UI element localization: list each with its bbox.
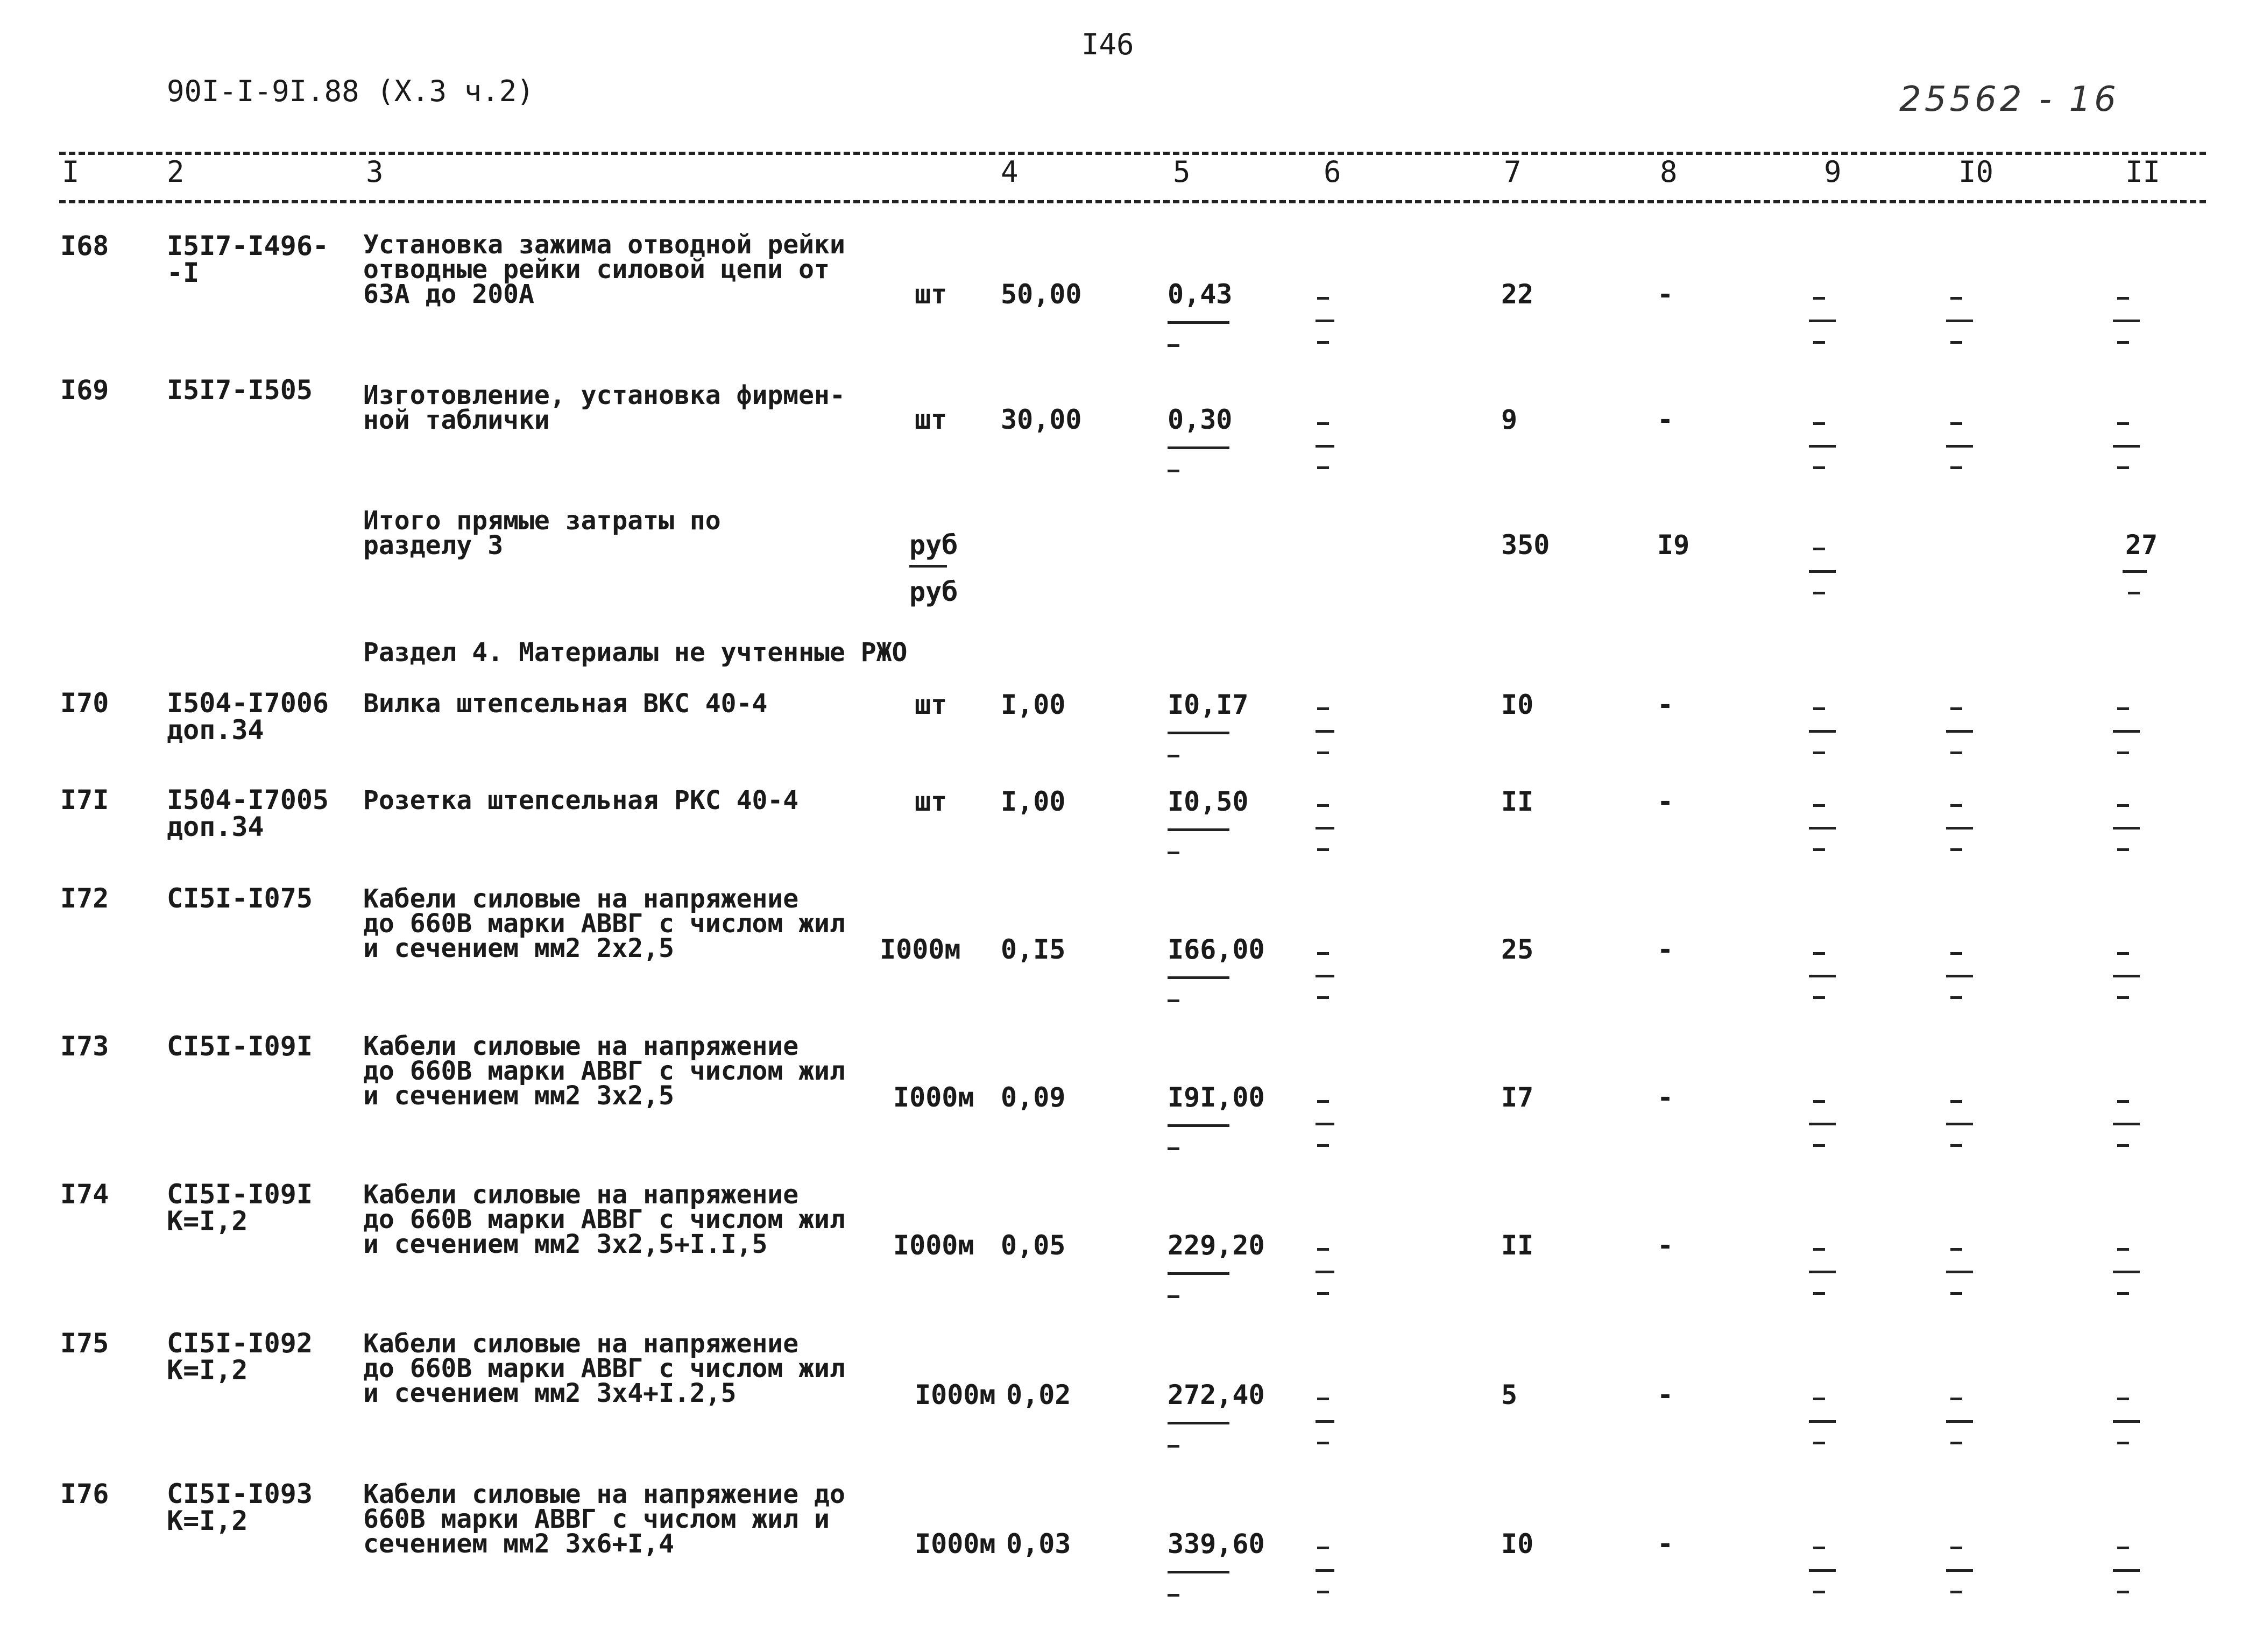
- row-price: I66,00: [1168, 934, 1265, 965]
- cell-dash: [2113, 1420, 2140, 1423]
- row-unit: шт: [915, 689, 947, 720]
- cell-dash: [1950, 707, 1962, 710]
- row-code: CI5I-I09I К=I,2: [167, 1179, 313, 1237]
- cell-dash: [1950, 804, 1962, 807]
- row-col8: -: [1657, 1230, 1674, 1261]
- row-col8: -: [1657, 1082, 1674, 1113]
- cell-dash: [2117, 996, 2129, 999]
- price-fraction-bar: [1168, 732, 1229, 734]
- cell-dash: [2113, 730, 2140, 733]
- cell-dash: [1809, 445, 1836, 448]
- col-header-11: II: [2125, 155, 2161, 189]
- cell-dash: [1813, 1547, 1825, 1549]
- cell-dash: [1946, 975, 1973, 977]
- row-quantity: I,00: [1001, 786, 1066, 817]
- cell-dash: [2117, 1100, 2129, 1103]
- cell-dash: [1946, 827, 1973, 829]
- cell-dash: [1950, 422, 1962, 425]
- header-rule-bottom: [59, 200, 2206, 203]
- row-number: I73: [60, 1031, 109, 1062]
- row-col8: -: [1657, 1379, 1674, 1410]
- row-col7: II: [1501, 786, 1534, 817]
- cell-dash: [1946, 1569, 1973, 1572]
- col-header-7: 7: [1504, 155, 1522, 189]
- cell-dash: [2113, 1123, 2140, 1125]
- cell-dash: [2117, 848, 2129, 851]
- col-header-5: 5: [1173, 155, 1191, 189]
- col6-dash: [1317, 1144, 1329, 1147]
- cell-dash: [1950, 952, 1962, 955]
- row-col8: -: [1657, 786, 1674, 817]
- cell-dash: [2117, 751, 2129, 754]
- cell-dash: [1950, 1591, 1962, 1593]
- cell-dash: [1950, 1100, 1962, 1103]
- cell-dash: [2117, 1442, 2129, 1444]
- col6-dash: [1316, 975, 1334, 977]
- row-code: CI5I-I075: [167, 883, 313, 914]
- cell-dash: [2117, 707, 2129, 710]
- cell-dash: [1950, 297, 1962, 300]
- price-fraction-bar: [1168, 828, 1229, 831]
- col6-dash: [1316, 445, 1334, 448]
- row-col8: -: [1657, 934, 1674, 965]
- price-dash: [1168, 1295, 1179, 1298]
- col6-dash: [1317, 751, 1329, 754]
- row-col8: -: [1657, 1528, 1674, 1559]
- subtotal-col8: I9: [1657, 529, 1690, 561]
- row-description: Вилка штепсельная ВКС 40-4: [363, 689, 768, 719]
- row-quantity: 0,02: [1006, 1379, 1071, 1410]
- cell-dash: [1946, 1271, 1973, 1273]
- row-price: 272,40: [1168, 1379, 1265, 1410]
- col6-dash: [1317, 297, 1329, 300]
- row-number: I72: [60, 883, 109, 914]
- cell-dash: [1946, 1123, 1973, 1125]
- cell-dash: [1809, 1123, 1836, 1125]
- row-col8: -: [1657, 279, 1674, 310]
- cell-dash: [1809, 320, 1836, 322]
- price-fraction-bar: [1168, 1422, 1229, 1424]
- cell-dash: [1809, 570, 1836, 573]
- row-quantity: I,00: [1001, 689, 1066, 720]
- cell-dash: [2117, 1144, 2129, 1147]
- row-number: I70: [60, 687, 109, 719]
- row-quantity: 30,00: [1001, 404, 1082, 435]
- col6-dash: [1316, 827, 1334, 829]
- row-code: I504-I7005 доп.34: [167, 784, 329, 842]
- cell-dash: [1809, 975, 1836, 977]
- price-dash: [1168, 1147, 1179, 1150]
- row-description: Розетка штепсельная РКС 40-4: [363, 785, 799, 816]
- row-price: I0,50: [1168, 786, 1249, 817]
- col-header-3: 3: [366, 155, 384, 189]
- cell-dash: [1813, 751, 1825, 754]
- cell-dash: [1813, 548, 1825, 550]
- price-fraction-bar: [1168, 976, 1229, 979]
- cell-dash: [2117, 1591, 2129, 1593]
- cell-dash: [1813, 297, 1825, 300]
- row-price: I0,I7: [1168, 689, 1249, 720]
- row-description: Кабели силовые на напряжение до 660В марки АВВГ с числом жил и сечением мм2 3х2,5+I.I,5: [363, 1180, 845, 1259]
- section-heading: Раздел 4. Материалы не учтенные РЖО: [363, 637, 908, 668]
- col-header-6: 6: [1324, 155, 1341, 189]
- cell-dash: [1950, 1442, 1962, 1444]
- row-unit: I000м: [893, 1082, 974, 1113]
- row-code: CI5I-I09I: [167, 1031, 313, 1062]
- row-unit: I000м: [915, 1379, 996, 1410]
- col6-dash: [1316, 320, 1334, 322]
- col-header-10: I0: [1958, 155, 1994, 189]
- cell-dash: [1813, 707, 1825, 710]
- row-description: Кабели силовые на напряжение до 660В марки АВВГ с числом жил и сечением мм2 3х2,5: [363, 1031, 845, 1111]
- price-fraction-bar: [1168, 1571, 1229, 1573]
- cell-dash: [1950, 848, 1962, 851]
- price-dash: [1168, 470, 1179, 472]
- row-code: I5I7-I496- -I: [167, 230, 329, 288]
- cell-dash: [2113, 1569, 2140, 1572]
- cell-dash: [1813, 848, 1825, 851]
- row-unit: шт: [915, 279, 947, 310]
- price-fraction-bar: [1168, 1272, 1229, 1275]
- cell-dash: [2117, 1547, 2129, 1549]
- cell-dash: [2113, 975, 2140, 977]
- cell-dash: [1950, 996, 1962, 999]
- cell-dash: [1809, 827, 1836, 829]
- cell-dash: [1946, 445, 1973, 448]
- row-number: I76: [60, 1478, 109, 1509]
- row-quantity: 50,00: [1001, 279, 1082, 310]
- cell-dash: [1950, 1292, 1962, 1295]
- cell-dash: [1950, 1547, 1962, 1549]
- row-description: Кабели силовые на напряжение до 660В марки АВВГ с числом жил и сечением мм2 3х4+I.2,5: [363, 1329, 845, 1408]
- cell-dash: [1813, 996, 1825, 999]
- row-number: I68: [60, 230, 109, 261]
- cell-dash: [2117, 1248, 2129, 1251]
- subtotal-col11: 27: [2125, 529, 2158, 561]
- row-quantity: 0,05: [1001, 1230, 1066, 1261]
- row-price: I9I,00: [1168, 1082, 1265, 1113]
- row-quantity: 0,09: [1001, 1082, 1066, 1113]
- cell-dash: [1813, 1100, 1825, 1103]
- cell-dash: [2117, 341, 2129, 344]
- price-fraction-bar: [1168, 446, 1229, 449]
- price-dash: [1168, 1445, 1179, 1448]
- col-header-8: 8: [1660, 155, 1678, 189]
- col6-dash: [1316, 1569, 1334, 1572]
- cell-dash: [1946, 320, 1973, 322]
- row-code: CI5I-I092 К=I,2: [167, 1328, 313, 1386]
- row-price: 339,60: [1168, 1528, 1265, 1559]
- cell-dash: [1809, 1420, 1836, 1423]
- col6-dash: [1317, 952, 1329, 955]
- row-unit: шт: [915, 786, 947, 817]
- row-description: Установка зажима отводной рейки отводные рейки силовой цепи от 63А до 200А: [363, 230, 845, 309]
- row-col7: I7: [1501, 1082, 1534, 1113]
- col6-dash: [1317, 341, 1329, 344]
- row-number: I75: [60, 1328, 109, 1359]
- cell-dash: [2113, 445, 2140, 448]
- row-number: I74: [60, 1179, 109, 1210]
- cell-dash: [2113, 320, 2140, 322]
- row-code: CI5I-I093 К=I,2: [167, 1478, 313, 1536]
- price-dash: [1168, 755, 1179, 757]
- cell-dash: [1813, 1144, 1825, 1147]
- subtotal-col7: 350: [1501, 529, 1550, 561]
- cell-dash: [1813, 1292, 1825, 1295]
- row-col7: I0: [1501, 689, 1534, 720]
- cell-dash: [2113, 1271, 2140, 1273]
- row-col8: -: [1657, 689, 1674, 720]
- col6-dash: [1317, 1248, 1329, 1251]
- cell-dash: [1950, 1398, 1962, 1400]
- col6-dash: [1317, 1398, 1329, 1400]
- col6-dash: [1317, 804, 1329, 807]
- cell-dash: [2117, 804, 2129, 807]
- row-code: I5I7-I505: [167, 374, 313, 406]
- col6-dash: [1317, 707, 1329, 710]
- subtotal-unit-2: руб: [909, 576, 958, 607]
- cell-dash: [2117, 952, 2129, 955]
- row-description: Кабели силовые на напряжение до 660В марки АВВГ с числом жил и сечением мм2 3х6+I,4: [363, 1479, 845, 1559]
- cell-dash: [1813, 1248, 1825, 1251]
- price-dash: [1168, 344, 1179, 347]
- cell-dash: [1813, 466, 1825, 469]
- col6-dash: [1317, 1442, 1329, 1444]
- col6-dash: [1317, 996, 1329, 999]
- cell-dash: [2117, 1398, 2129, 1400]
- document-code: 90I-I-9I.88 (X.3 ч.2): [167, 74, 534, 108]
- col6-dash: [1317, 848, 1329, 851]
- cell-dash: [1950, 751, 1962, 754]
- cell-dash: [1813, 952, 1825, 955]
- cell-dash: [1809, 730, 1836, 733]
- cell-dash: [1950, 1144, 1962, 1147]
- col-header-9: 9: [1824, 155, 1842, 189]
- row-number: I7I: [60, 784, 109, 816]
- subtotal-label: Итого прямые затраты по разделу 3: [363, 506, 721, 561]
- col-header-1: I: [62, 155, 80, 189]
- cell-dash: [2123, 570, 2147, 573]
- row-col7: II: [1501, 1230, 1534, 1261]
- row-price: 0,30: [1168, 404, 1233, 435]
- subtotal-unit: руб: [909, 529, 958, 561]
- page-number: I46: [1081, 27, 1134, 61]
- col6-dash: [1317, 422, 1329, 425]
- row-unit: I000м: [880, 934, 961, 965]
- cell-dash: [1813, 422, 1825, 425]
- row-quantity: 0,03: [1006, 1528, 1071, 1559]
- cell-dash: [2117, 422, 2129, 425]
- cell-dash: [1813, 1591, 1825, 1593]
- cell-dash: [2128, 592, 2140, 594]
- price-fraction-bar: [1168, 1124, 1229, 1127]
- row-quantity: 0,I5: [1001, 934, 1066, 965]
- row-col7: 5: [1501, 1379, 1518, 1410]
- col6-dash: [1316, 730, 1334, 733]
- col-header-2: 2: [167, 155, 185, 189]
- unit-fraction-bar: [909, 565, 947, 568]
- cell-dash: [2117, 297, 2129, 300]
- price-dash: [1168, 1594, 1179, 1597]
- col6-dash: [1316, 1420, 1334, 1423]
- cell-dash: [1809, 1271, 1836, 1273]
- col6-dash: [1316, 1271, 1334, 1273]
- row-col7: I0: [1501, 1528, 1534, 1559]
- handwritten-number: 25562 - 16: [1899, 80, 2119, 119]
- cell-dash: [1946, 1420, 1973, 1423]
- cell-dash: [1950, 1248, 1962, 1251]
- row-unit: шт: [915, 404, 947, 435]
- cell-dash: [2117, 1292, 2129, 1295]
- row-price: 0,43: [1168, 279, 1233, 310]
- col6-dash: [1317, 1100, 1329, 1103]
- col6-dash: [1316, 1123, 1334, 1125]
- row-price: 229,20: [1168, 1230, 1265, 1261]
- col6-dash: [1317, 1292, 1329, 1295]
- cell-dash: [1813, 341, 1825, 344]
- col-header-4: 4: [1001, 155, 1019, 189]
- cell-dash: [1809, 1569, 1836, 1572]
- cell-dash: [1946, 730, 1973, 733]
- price-fraction-bar: [1168, 321, 1229, 324]
- cell-dash: [1950, 466, 1962, 469]
- row-description: Изготовление, установка фирмен- ной таблички: [363, 380, 845, 435]
- cell-dash: [1813, 592, 1825, 594]
- row-unit: I000м: [915, 1528, 996, 1559]
- col6-dash: [1317, 1547, 1329, 1549]
- row-code: I504-I7006 доп.34: [167, 687, 329, 746]
- row-number: I69: [60, 374, 109, 406]
- cell-dash: [1950, 341, 1962, 344]
- price-dash: [1168, 999, 1179, 1002]
- cell-dash: [2113, 827, 2140, 829]
- cell-dash: [1813, 804, 1825, 807]
- row-col7: 9: [1501, 404, 1518, 435]
- price-dash: [1168, 852, 1179, 854]
- row-col8: -: [1657, 404, 1674, 435]
- row-unit: I000м: [893, 1230, 974, 1261]
- row-col7: 25: [1501, 934, 1534, 965]
- row-col7: 22: [1501, 279, 1534, 310]
- col6-dash: [1317, 1591, 1329, 1593]
- cell-dash: [1813, 1398, 1825, 1400]
- cell-dash: [2117, 466, 2129, 469]
- row-description: Кабели силовые на напряжение до 660В марки АВВГ с числом жил и сечением мм2 2х2,5: [363, 884, 845, 963]
- col6-dash: [1317, 466, 1329, 469]
- cell-dash: [1813, 1442, 1825, 1444]
